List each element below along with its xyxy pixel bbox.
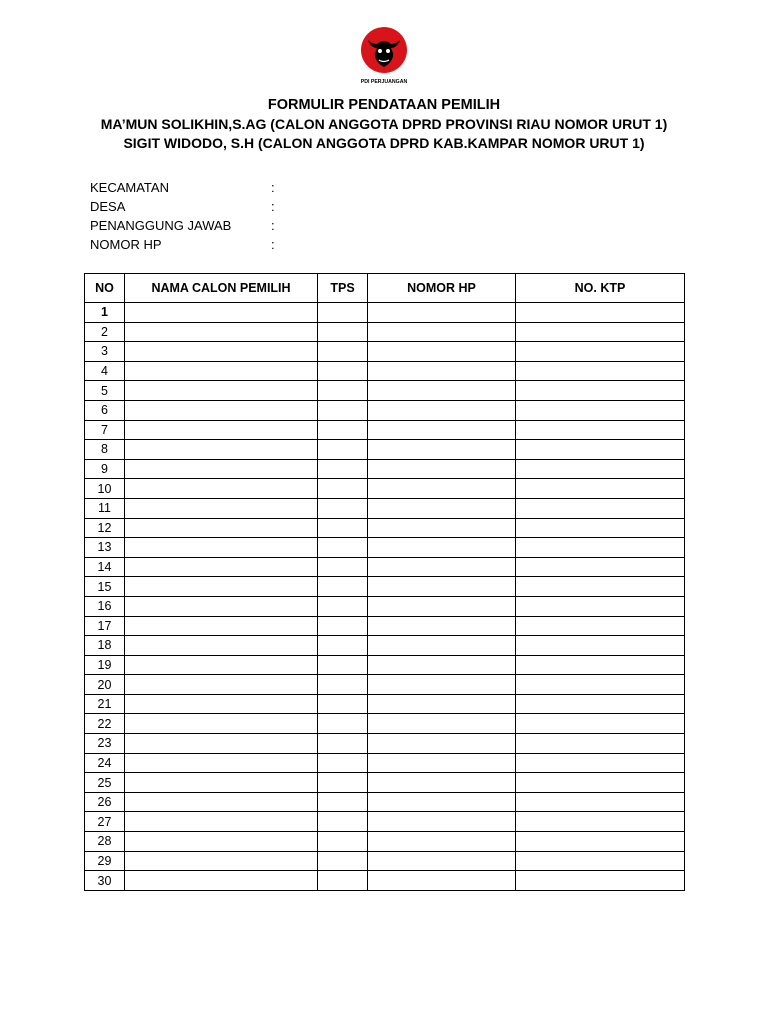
nama-calon-pemilih-cell[interactable] (125, 440, 318, 460)
row-number: 28 (85, 832, 125, 852)
tps-cell[interactable] (318, 753, 368, 773)
table-row (85, 871, 685, 891)
nama-calon-pemilih-cell[interactable] (125, 851, 318, 871)
no-ktp-cell[interactable] (516, 871, 685, 891)
no-ktp-cell[interactable] (516, 773, 685, 793)
no-ktp-cell[interactable] (516, 596, 685, 616)
tps-cell[interactable] (318, 694, 368, 714)
row-number: 12 (85, 518, 125, 538)
nama-calon-pemilih-cell[interactable] (125, 655, 318, 675)
no-ktp-cell[interactable] (516, 479, 685, 499)
table-row (85, 459, 685, 479)
nomor-hp-cell[interactable] (368, 342, 516, 362)
tps-cell[interactable] (318, 361, 368, 381)
header-nomor-hp: NOMOR HP (368, 274, 516, 303)
nomor-hp-cell[interactable] (368, 812, 516, 832)
tps-cell[interactable] (318, 714, 368, 734)
table-row (85, 655, 685, 675)
no-ktp-cell[interactable] (516, 420, 685, 440)
tps-cell[interactable] (318, 498, 368, 518)
no-ktp-cell[interactable] (516, 577, 685, 597)
nama-calon-pemilih-cell[interactable] (125, 459, 318, 479)
tps-cell[interactable] (318, 851, 368, 871)
row-number: 27 (85, 812, 125, 832)
info-label: NOMOR HP (90, 237, 162, 252)
no-ktp-cell[interactable] (516, 734, 685, 754)
nama-calon-pemilih-cell[interactable] (125, 538, 318, 558)
table-row (85, 498, 685, 518)
row-number: 25 (85, 773, 125, 793)
table-row (85, 851, 685, 871)
tps-cell[interactable] (318, 792, 368, 812)
no-ktp-cell[interactable] (516, 538, 685, 558)
tps-cell[interactable] (318, 675, 368, 695)
row-number: 21 (85, 694, 125, 714)
tps-cell[interactable] (318, 616, 368, 636)
bull-emblem-icon (358, 26, 410, 86)
row-number: 19 (85, 655, 125, 675)
row-number: 20 (85, 675, 125, 695)
no-ktp-cell[interactable] (516, 518, 685, 538)
row-number: 8 (85, 440, 125, 460)
nomor-hp-cell[interactable] (368, 577, 516, 597)
nomor-hp-cell[interactable] (368, 734, 516, 754)
table-row (85, 812, 685, 832)
nomor-hp-cell[interactable] (368, 381, 516, 401)
tps-cell[interactable] (318, 381, 368, 401)
pdi-perjuangan-logo (358, 26, 410, 86)
logo-caption: PDI PERJUANGAN (360, 79, 408, 85)
nama-calon-pemilih-cell[interactable] (125, 734, 318, 754)
no-ktp-cell[interactable] (516, 675, 685, 695)
table-row (85, 342, 685, 362)
tps-cell[interactable] (318, 636, 368, 656)
tps-cell[interactable] (318, 538, 368, 558)
nomor-hp-cell[interactable] (368, 636, 516, 656)
info-label: PENANGGUNG JAWAB (90, 218, 232, 233)
nama-calon-pemilih-cell[interactable] (125, 596, 318, 616)
table-row (85, 753, 685, 773)
nomor-hp-cell[interactable] (368, 518, 516, 538)
nama-calon-pemilih-cell[interactable] (125, 342, 318, 362)
info-label: KECAMATAN (90, 180, 169, 195)
nomor-hp-cell[interactable] (368, 459, 516, 479)
table-row (85, 557, 685, 577)
table-row (85, 792, 685, 812)
tps-cell[interactable] (318, 322, 368, 342)
row-number: 29 (85, 851, 125, 871)
no-ktp-cell[interactable] (516, 714, 685, 734)
no-ktp-cell[interactable] (516, 753, 685, 773)
no-ktp-cell[interactable] (516, 361, 685, 381)
row-number: 23 (85, 734, 125, 754)
header-tps: TPS (318, 274, 368, 303)
nomor-hp-cell[interactable] (368, 675, 516, 695)
tps-cell[interactable] (318, 479, 368, 499)
nomor-hp-cell[interactable] (368, 655, 516, 675)
row-number: 16 (85, 596, 125, 616)
no-ktp-cell[interactable] (516, 322, 685, 342)
row-number: 22 (85, 714, 125, 734)
tps-cell[interactable] (318, 655, 368, 675)
table-row (85, 734, 685, 754)
nama-calon-pemilih-cell[interactable] (125, 400, 318, 420)
table-row (85, 420, 685, 440)
nomor-hp-cell[interactable] (368, 714, 516, 734)
no-ktp-cell[interactable] (516, 557, 685, 577)
form-header (0, 96, 768, 153)
header-nama-calon-pemilih: NAMA CALON PEMILIH (125, 274, 318, 303)
candidate-line-2: SIGIT WIDODO, S.H (CALON ANGGOTA DPRD KAB.KAMPAR NOMOR URUT 1) (123, 135, 645, 151)
table-row (85, 518, 685, 538)
no-ktp-cell[interactable] (516, 694, 685, 714)
info-separator: : (271, 237, 275, 252)
no-ktp-cell[interactable] (516, 832, 685, 852)
nama-calon-pemilih-cell[interactable] (125, 420, 318, 440)
nomor-hp-cell[interactable] (368, 871, 516, 891)
no-ktp-cell[interactable] (516, 381, 685, 401)
no-ktp-cell[interactable] (516, 400, 685, 420)
tps-cell[interactable] (318, 557, 368, 577)
no-ktp-cell[interactable] (516, 498, 685, 518)
row-number: 15 (85, 577, 125, 597)
tps-cell[interactable] (318, 518, 368, 538)
nomor-hp-cell[interactable] (368, 851, 516, 871)
tps-cell[interactable] (318, 420, 368, 440)
header-no: NO (85, 274, 125, 303)
nama-calon-pemilih-cell[interactable] (125, 518, 318, 538)
nama-calon-pemilih-cell[interactable] (125, 616, 318, 636)
nama-calon-pemilih-cell[interactable] (125, 498, 318, 518)
nomor-hp-cell[interactable] (368, 596, 516, 616)
info-separator: : (271, 180, 275, 195)
nomor-hp-cell[interactable] (368, 303, 516, 323)
row-number: 13 (85, 538, 125, 558)
nama-calon-pemilih-cell[interactable] (125, 871, 318, 891)
tps-cell[interactable] (318, 440, 368, 460)
tps-cell[interactable] (318, 812, 368, 832)
table-row (85, 636, 685, 656)
tps-cell[interactable] (318, 773, 368, 793)
no-ktp-cell[interactable] (516, 616, 685, 636)
nomor-hp-cell[interactable] (368, 694, 516, 714)
nomor-hp-cell[interactable] (368, 400, 516, 420)
no-ktp-cell[interactable] (516, 812, 685, 832)
nomor-hp-cell[interactable] (368, 753, 516, 773)
table-row (85, 361, 685, 381)
tps-cell[interactable] (318, 342, 368, 362)
table-row (85, 616, 685, 636)
table-row (85, 381, 685, 401)
table-row (85, 400, 685, 420)
table-row (85, 577, 685, 597)
table-row (85, 832, 685, 852)
nama-calon-pemilih-cell[interactable] (125, 361, 318, 381)
voter-data-table (84, 273, 685, 891)
tps-cell[interactable] (318, 577, 368, 597)
row-number: 14 (85, 557, 125, 577)
row-number: 10 (85, 479, 125, 499)
nama-calon-pemilih-cell[interactable] (125, 557, 318, 577)
no-ktp-cell[interactable] (516, 655, 685, 675)
row-number: 18 (85, 636, 125, 656)
row-number: 4 (85, 361, 125, 381)
nama-calon-pemilih-cell[interactable] (125, 812, 318, 832)
nama-calon-pemilih-cell[interactable] (125, 753, 318, 773)
nama-calon-pemilih-cell[interactable] (125, 479, 318, 499)
row-number: 2 (85, 322, 125, 342)
nomor-hp-cell[interactable] (368, 440, 516, 460)
row-number: 9 (85, 459, 125, 479)
nomor-hp-cell[interactable] (368, 832, 516, 852)
tps-cell[interactable] (318, 734, 368, 754)
row-number: 1 (85, 303, 125, 323)
row-number: 30 (85, 871, 125, 891)
nama-calon-pemilih-cell[interactable] (125, 322, 318, 342)
nama-calon-pemilih-cell[interactable] (125, 675, 318, 695)
nama-calon-pemilih-cell[interactable] (125, 832, 318, 852)
no-ktp-cell[interactable] (516, 636, 685, 656)
nomor-hp-cell[interactable] (368, 361, 516, 381)
nomor-hp-cell[interactable] (368, 792, 516, 812)
tps-cell[interactable] (318, 459, 368, 479)
no-ktp-cell[interactable] (516, 440, 685, 460)
row-number: 11 (85, 498, 125, 518)
header-no-ktp: NO. KTP (516, 274, 685, 303)
nomor-hp-cell[interactable] (368, 773, 516, 793)
table-row (85, 694, 685, 714)
table-row (85, 714, 685, 734)
table-row (85, 479, 685, 499)
tps-cell[interactable] (318, 596, 368, 616)
row-number: 6 (85, 400, 125, 420)
nama-calon-pemilih-cell[interactable] (125, 792, 318, 812)
nomor-hp-cell[interactable] (368, 479, 516, 499)
nama-calon-pemilih-cell[interactable] (125, 381, 318, 401)
nama-calon-pemilih-cell[interactable] (125, 694, 318, 714)
row-number: 5 (85, 381, 125, 401)
nama-calon-pemilih-cell[interactable] (125, 773, 318, 793)
row-number: 7 (85, 420, 125, 440)
info-separator: : (271, 199, 275, 214)
tps-cell[interactable] (318, 871, 368, 891)
table-row (85, 440, 685, 460)
form-title: FORMULIR PENDATAAN PEMILIH (267, 97, 501, 113)
tps-cell[interactable] (318, 303, 368, 323)
nama-calon-pemilih-cell[interactable] (125, 577, 318, 597)
nomor-hp-cell[interactable] (368, 616, 516, 636)
nama-calon-pemilih-cell[interactable] (125, 714, 318, 734)
table-row (85, 596, 685, 616)
no-ktp-cell[interactable] (516, 303, 685, 323)
candidate-line-1: MA’MUN SOLIKHIN,S.AG (CALON ANGGOTA DPRD PROVINSI RIAU NOMOR URUT 1) (100, 116, 668, 132)
row-number: 3 (85, 342, 125, 362)
table-row (85, 538, 685, 558)
no-ktp-cell[interactable] (516, 792, 685, 812)
table-row (85, 303, 685, 323)
row-number: 17 (85, 616, 125, 636)
table-row (85, 773, 685, 793)
no-ktp-cell[interactable] (516, 459, 685, 479)
nomor-hp-cell[interactable] (368, 322, 516, 342)
tps-cell[interactable] (318, 400, 368, 420)
nomor-hp-cell[interactable] (368, 538, 516, 558)
nomor-hp-cell[interactable] (368, 420, 516, 440)
table-header-row (85, 274, 685, 303)
table-row (85, 322, 685, 342)
nomor-hp-cell[interactable] (368, 557, 516, 577)
nomor-hp-cell[interactable] (368, 498, 516, 518)
nama-calon-pemilih-cell[interactable] (125, 636, 318, 656)
info-label: DESA (90, 199, 126, 214)
nama-calon-pemilih-cell[interactable] (125, 303, 318, 323)
info-separator: : (271, 218, 275, 233)
row-number: 24 (85, 753, 125, 773)
no-ktp-cell[interactable] (516, 342, 685, 362)
row-number: 26 (85, 792, 125, 812)
no-ktp-cell[interactable] (516, 851, 685, 871)
table-row (85, 675, 685, 695)
tps-cell[interactable] (318, 832, 368, 852)
